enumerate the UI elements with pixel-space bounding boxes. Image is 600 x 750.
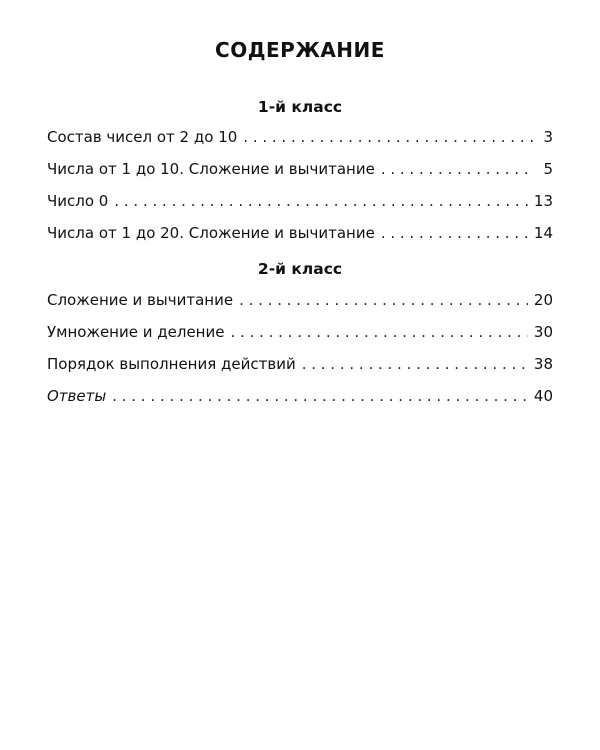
toc-entry-page: 13 — [533, 192, 553, 210]
toc-entry — [47, 353, 553, 375]
dot-leader — [243, 126, 533, 148]
dot-leader — [230, 321, 527, 343]
toc-entry — [47, 289, 553, 311]
toc-entry-page: 38 — [533, 355, 553, 373]
toc-entry — [47, 158, 553, 180]
toc-entry — [47, 321, 553, 343]
toc-entry-label: Числа от 1 до 10. Сложение и вычитание — [47, 160, 375, 178]
toc-entry-label: Числа от 1 до 20. Сложение и вычитание — [47, 224, 375, 242]
toc-entry-label: Состав чисел от 2 до 10 — [47, 128, 238, 146]
toc-entry-page: 14 — [533, 224, 553, 242]
toc-entry-page: 30 — [533, 323, 553, 341]
section-heading-grade-2: 2-й класс — [257, 260, 343, 278]
page-title: СОДЕРЖАНИЕ — [215, 38, 385, 62]
dot-leader — [381, 222, 528, 244]
toc-entry — [47, 126, 553, 148]
toc-entry — [47, 190, 553, 212]
toc-entry-label: Умножение и деление — [47, 323, 225, 341]
toc-entry-label: Сложение и вычитание — [47, 291, 234, 309]
toc-entry-label: Ответы — [47, 387, 107, 405]
section-heading-grade-1: 1-й класс — [257, 98, 343, 116]
dot-leader — [114, 190, 528, 212]
toc-entry-page: 40 — [533, 387, 553, 405]
toc-entry-page: 3 — [543, 128, 553, 146]
dot-leader — [381, 158, 533, 180]
dot-leader — [239, 289, 528, 311]
toc-entry — [47, 222, 553, 244]
toc-entry-label: Порядок выполнения действий — [47, 355, 296, 373]
toc-entry-label: Число 0 — [47, 192, 109, 210]
toc-entry-page: 5 — [543, 160, 553, 178]
dot-leader — [302, 353, 528, 375]
dot-leader — [112, 385, 528, 407]
toc-entry-answers — [47, 385, 553, 407]
toc-entry-page: 20 — [533, 291, 553, 309]
